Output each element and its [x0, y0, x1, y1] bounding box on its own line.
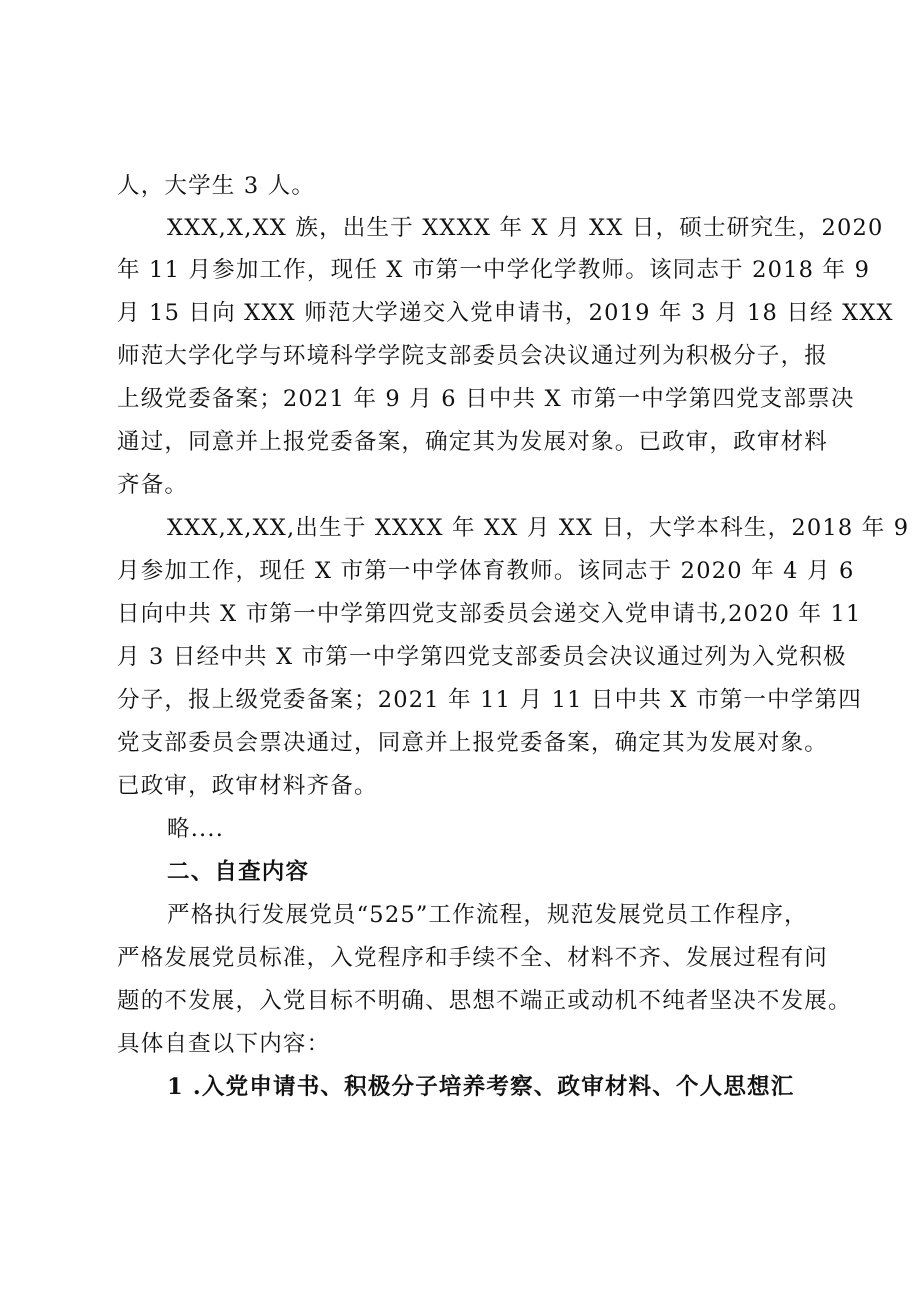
text-line: 月参加工作，现任 X 市第一中学体育教师。该同志于 2020 年 4 月 6 — [117, 558, 855, 584]
text-line: 分子，报上级党委备案；2021 年 11 月 11 日中共 X 市第一中学第四 — [117, 687, 862, 713]
text-line: 齐备。 — [117, 472, 189, 498]
text-line: 师范大学化学与环境科学学院支部委员会决议通过列为积极分子，报 — [117, 343, 829, 369]
text-line: 已政审，政审材料齐备。 — [117, 773, 378, 799]
text-line: 月 3 日经中共 X 市第一中学第四党支部委员会决议通过列为入党积极 — [117, 644, 847, 670]
text-line: 题的不发展，入党目标不明确、思想不端正或动机不纯者坚决不发展。 — [117, 988, 852, 1014]
text-line: XXX,X,XX,出生于 XXXX 年 XX 月 XX 日，大学本科生，2018 年 9 — [167, 515, 910, 541]
list-item-heading: 1 .入党申请书、积极分子培养考察、政审材料、个人思想汇 — [167, 1074, 795, 1100]
text-line: 月 15 日向 XXX 师范大学递交入党申请书，2019 年 3 月 18 日经 XXX — [117, 300, 894, 326]
text-line: 党支部委员会票决通过，同意并上报党委备案，确定其为发展对象。 — [117, 730, 829, 756]
text-line: 通过，同意并上报党委备案，确定其为发展对象。已政审，政审材料 — [117, 429, 829, 455]
text-line: 严格执行发展党员“525”工作流程，规范发展党员工作程序， — [167, 902, 808, 928]
text-line: 具体自查以下内容： — [117, 1031, 331, 1057]
text-line: 上级党委备案；2021 年 9 月 6 日中共 X 市第一中学第四党支部票决 — [117, 386, 855, 412]
text-line: 略.... — [167, 816, 225, 842]
text-line: 严格发展党员标准，入党程序和手续不全、材料不齐、发展过程有问 — [117, 945, 829, 971]
text-line: 日向中共 X 市第一中学第四党支部委员会递交入党申请书,2020 年 11 — [117, 601, 862, 627]
text-line: 人，大学生 3 人。 — [117, 173, 316, 199]
section-heading: 二、自查内容 — [167, 859, 310, 885]
text-line: 年 11 月参加工作，现任 X 市第一中学化学教师。该同志于 2018 年 9 — [117, 257, 871, 283]
text-line: XXX,X,XX 族，出生于 XXXX 年 X 月 XX 日，硕士研究生，2020 — [167, 215, 884, 241]
